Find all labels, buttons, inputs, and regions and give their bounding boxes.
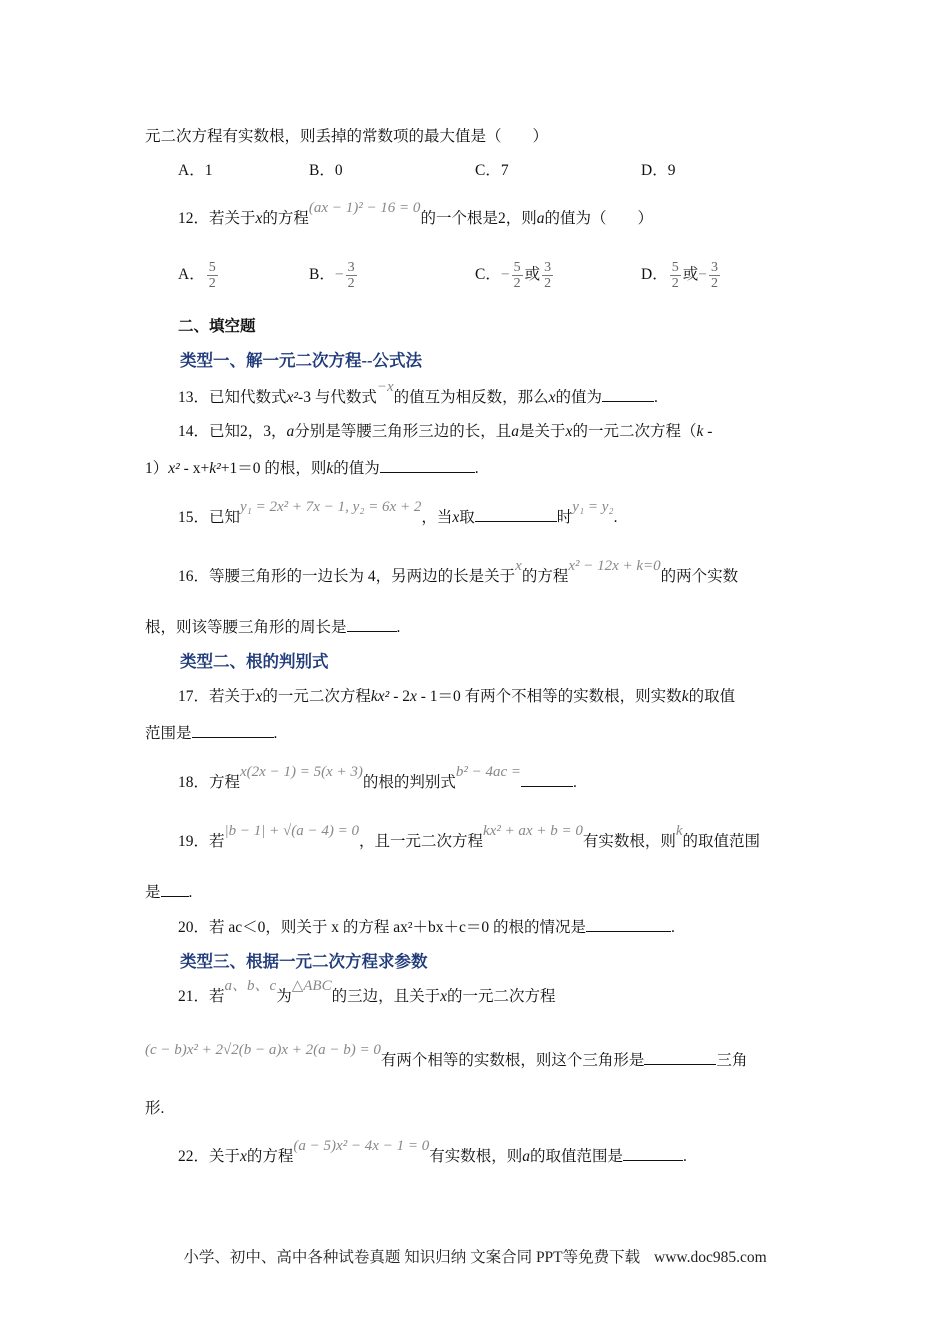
denominator: 2 (544, 276, 552, 291)
text: 的方程 (521, 568, 569, 585)
math-formula: x(2x − 1) = 5(x + 3) (240, 764, 363, 780)
question-line (178, 379, 658, 409)
text: B．0 (309, 162, 343, 179)
question-line (178, 316, 256, 338)
text: D．9 (641, 162, 676, 179)
question-line (178, 823, 761, 853)
text: 有实数根，则 (429, 1148, 523, 1165)
text: 18．方程 (178, 774, 241, 791)
math-formula: (a − 5)x² − 4x − 1 = 0 (293, 1138, 430, 1154)
text: 的三边，且关于 (331, 988, 441, 1005)
answer-option (178, 160, 212, 182)
text: +1＝0 的根，则 (220, 460, 327, 477)
answer-blank (380, 457, 475, 473)
numerator: 3 (544, 260, 552, 275)
text: . (654, 389, 658, 406)
text: 的一元二次方程（ (572, 423, 697, 440)
text: . (683, 1148, 687, 1165)
text: k (696, 423, 704, 440)
question-line (145, 881, 192, 904)
math-formula: a、b、c (224, 978, 277, 994)
text: k (681, 688, 689, 705)
text: . (474, 460, 479, 477)
question-line (145, 457, 479, 480)
text: x (240, 1148, 247, 1165)
math-formula: |b − 1| + √(a − 4) = 0 (224, 823, 359, 839)
text: 有两个相等的实数根，则这个三角形是 (380, 1052, 645, 1069)
text: a (286, 423, 295, 440)
math-formula: △ABC (291, 978, 332, 994)
text: 的值为（ ） (544, 210, 653, 227)
text: . (613, 509, 618, 526)
text: - 2 (389, 688, 410, 705)
question-line (178, 686, 735, 708)
text: 20．若 ac＜0，则关于 x 的方程 ax²＋bx＋c＝0 的根的情况是 (178, 919, 587, 936)
text: 元二次方程有实数根，则丢掉的常数项的最大值是（ ） (145, 128, 549, 145)
math-formula: (c − b)x² + 2√2(b − a)x + 2(a − b) = 0 (145, 1042, 381, 1058)
answer-blank (192, 722, 274, 738)
answer-option (309, 160, 343, 182)
fraction (512, 260, 523, 291)
text: x (440, 988, 447, 1005)
text: x (452, 509, 460, 526)
answer-blank (586, 916, 671, 932)
math-formula: y₁ = 2x² + 7x − 1, y₂ = 6x + 2 (240, 499, 422, 515)
text: 的两个实数 (660, 568, 739, 585)
section-heading: 类型二、根的判别式 (180, 652, 329, 671)
text: 的值为 (555, 389, 603, 406)
question-line (145, 722, 277, 745)
text: 的方程 (262, 210, 309, 227)
text: 时 (556, 509, 573, 526)
text: 范围是 (145, 725, 192, 742)
footer (0, 1245, 950, 1267)
section-heading: 二、填空题 (178, 318, 256, 335)
text: x (410, 688, 417, 705)
answer-option (309, 260, 359, 291)
numerator: 5 (671, 260, 679, 275)
section-heading: 类型一、解一元二次方程--公式法 (180, 351, 422, 370)
question-line (178, 558, 739, 588)
text: 有实数根，则 (582, 833, 676, 850)
text: 13．已知代数式 (178, 389, 287, 406)
text: x² (168, 460, 180, 477)
answer-option (475, 160, 509, 182)
fraction (346, 260, 357, 291)
text: 的取值 (688, 688, 736, 705)
minus-sign: − (500, 266, 510, 284)
text: D． (641, 266, 668, 284)
text: 是关于 (519, 423, 566, 440)
numerator: 3 (347, 260, 355, 275)
text: - 1＝0 有两个不相等的实数根，则实数 (416, 688, 682, 705)
text: x (565, 423, 573, 440)
question-line (178, 421, 712, 443)
text: 或 (682, 266, 699, 284)
answer-option (641, 160, 675, 182)
question-line (178, 916, 675, 939)
text: 17．若关于 (178, 688, 256, 705)
text: 的一元二次方程 (262, 688, 371, 705)
denominator: 2 (347, 276, 355, 291)
text: a (511, 423, 520, 440)
text: 根，则该等腰三角形的周长是 (145, 619, 347, 636)
fraction (709, 260, 720, 291)
footer-url[interactable]: www.doc985.com (654, 1249, 767, 1266)
text: 16．等腰三角形的一边长为 4，另两边的长是关于 (178, 568, 516, 585)
text: x (255, 210, 263, 227)
math-formula: b² − 4ac = (455, 764, 522, 780)
answer-blank (161, 881, 189, 897)
text: . (671, 919, 675, 936)
question-line (180, 651, 329, 674)
math-formula: (ax − 1)² − 16 = 0 (308, 200, 421, 216)
text: - (703, 423, 713, 440)
text: . (188, 884, 193, 901)
math-formula: x² − 12x + k=0 (568, 558, 661, 574)
text: 14．已知2，3， (178, 423, 287, 440)
text: 的一个根是2，则 (420, 210, 537, 227)
question-line (178, 200, 653, 230)
text: k (326, 460, 334, 477)
text: 形. (145, 1100, 165, 1117)
question-line (178, 1138, 687, 1168)
text: 1） (145, 460, 169, 477)
denominator: 2 (710, 276, 718, 291)
text: 的取值范围是 (529, 1148, 623, 1165)
text: 15．已知 (178, 509, 241, 526)
text: 的一元二次方程 (446, 988, 556, 1005)
answer-blank (602, 386, 654, 402)
denominator: 2 (513, 276, 521, 291)
text: 22．关于 (178, 1148, 241, 1165)
denominator: 2 (208, 276, 216, 291)
text: k² (209, 460, 221, 477)
minus-sign: − (334, 266, 344, 284)
text: 的值互为相反数，那么 (393, 389, 549, 406)
text: 的取值范围 (682, 833, 761, 850)
text: 21．若 (178, 988, 225, 1005)
text: ，且一元二次方程 (358, 833, 483, 850)
denominator: 2 (671, 276, 679, 291)
text: x (255, 688, 263, 705)
text: B． (309, 266, 335, 284)
text: A． (178, 266, 205, 284)
answer-blank (521, 771, 573, 787)
question-line (145, 1042, 748, 1072)
text: 取 (459, 509, 475, 526)
question-line (145, 616, 400, 639)
question-line (145, 126, 548, 148)
question-line (180, 951, 428, 974)
text: a (536, 210, 545, 227)
question-line (178, 978, 556, 1008)
text: C． (475, 266, 501, 284)
text: 的根的判别式 (362, 774, 456, 791)
answer-option (475, 260, 555, 291)
text: . (573, 774, 577, 791)
text: -3 与代数式 (298, 389, 377, 406)
numerator: 3 (710, 260, 718, 275)
question-line (145, 1098, 164, 1120)
text: . (396, 619, 401, 636)
question-line (178, 499, 618, 529)
footer-text: 小学、初中、高中各种试卷真题 知识归纳 文案合同 PPT等免费下载 (183, 1249, 641, 1266)
text: a (522, 1148, 530, 1165)
text: x (548, 389, 556, 406)
text: 是 (145, 884, 161, 901)
text: 三角 (716, 1052, 748, 1069)
text: 为 (276, 988, 292, 1005)
fraction (670, 260, 681, 291)
text: A．1 (178, 162, 213, 179)
math-formula: kx² + ax + b = 0 (483, 823, 583, 839)
answer-blank (644, 1049, 716, 1065)
text: 或 (524, 266, 541, 284)
text: 19．若 (178, 833, 225, 850)
text: ，当 (421, 509, 453, 526)
text: 的方程 (246, 1148, 294, 1165)
answer-option (178, 260, 220, 291)
answer-blank (623, 1145, 683, 1161)
answer-blank (347, 616, 397, 632)
numerator: 5 (208, 260, 216, 275)
text: 分别是等腰三角形三边的长，且 (294, 423, 512, 440)
answer-option (641, 260, 722, 291)
minus-sign: − (698, 266, 707, 284)
text: . (273, 725, 278, 742)
text: 12．若关于 (178, 210, 256, 227)
text: kx² (370, 688, 390, 705)
math-formula: y₁ = y₂ (572, 499, 614, 515)
fraction (542, 260, 553, 291)
math-formula: x (515, 558, 522, 574)
text: - x+ (179, 460, 210, 477)
answer-blank (475, 506, 557, 522)
math-formula: −x (376, 379, 394, 395)
question-line (180, 350, 422, 373)
text: C．7 (475, 162, 509, 179)
math-formula: k (675, 823, 683, 839)
text: x² (286, 389, 299, 406)
section-heading: 类型三、根据一元二次方程求参数 (180, 952, 428, 971)
text: 的值为 (333, 460, 380, 477)
numerator: 5 (513, 260, 521, 275)
fraction (207, 260, 218, 291)
question-line (178, 764, 577, 794)
